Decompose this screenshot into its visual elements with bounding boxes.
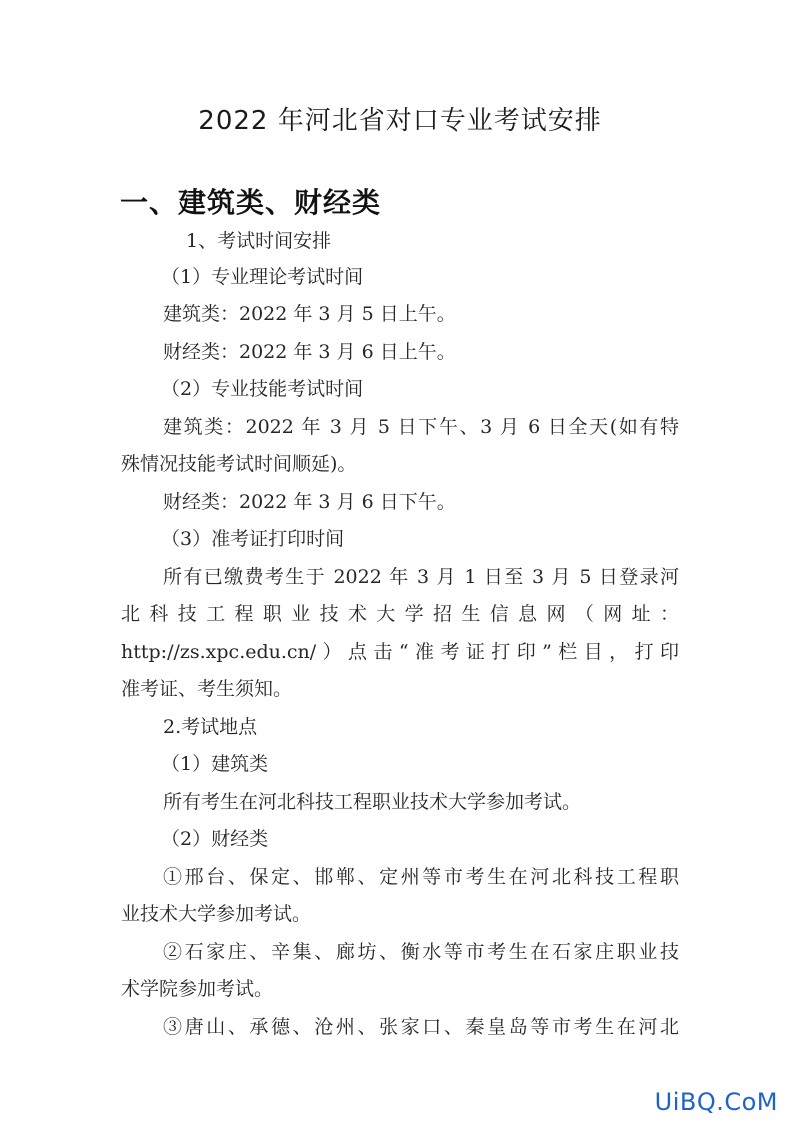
paragraph-line: 财经类：2022 年 3 月 6 日上午。 <box>163 341 456 363</box>
paragraph-line: 建筑类：2022 年 3 月 5 日下午、3 月 6 日全天(如有特 <box>163 416 679 438</box>
paragraph-line: 准考证、考生须知。 <box>121 678 293 700</box>
item-heading: （3）准考证打印时间 <box>161 528 345 550</box>
paragraph-line: ②石家庄、辛集、廊坊、衡水等市考生在石家庄职业技 <box>163 941 679 963</box>
document-title: 2022 年河北省对口专业考试安排 <box>198 106 602 136</box>
item-heading: （1）建筑类 <box>161 753 269 775</box>
paragraph-line: 北科技工程职业技术大学招生信息网（网址： <box>121 603 679 625</box>
paragraph-line: 所有考生在河北科技工程职业技术大学参加考试。 <box>163 791 582 813</box>
paragraph-line: http://zs.xpc.edu.cn/）点击“准考证打印”栏目，打印 <box>121 641 679 663</box>
paragraph-line: 殊情况技能考试时间顺延)。 <box>121 453 357 475</box>
paragraph-line: 术学院参加考试。 <box>121 978 274 1000</box>
paragraph-line: 建筑类：2022 年 3 月 5 日上午。 <box>163 303 456 325</box>
item-heading: （2）财经类 <box>161 828 269 850</box>
paragraph-line: ①邢台、保定、邯郸、定州等市考生在河北科技工程职 <box>163 866 679 888</box>
paragraph-line: 业技术大学参加考试。 <box>121 903 312 925</box>
subsection-heading: 2.考试地点 <box>163 716 258 738</box>
subsection-heading: 1、考试时间安排 <box>186 230 332 252</box>
section-heading: 一、建筑类、财经类 <box>120 186 382 219</box>
site-watermark: UiBQ.CoM <box>654 1088 778 1116</box>
paragraph-line: ③唐山、承德、沧州、张家口、秦皇岛等市考生在河北 <box>163 1016 679 1038</box>
item-heading: （2）专业技能考试时间 <box>161 378 364 400</box>
paragraph-line: 财经类：2022 年 3 月 6 日下午。 <box>163 491 456 513</box>
paragraph-line: 所有已缴费考生于 2022 年 3 月 1 日至 3 月 5 日登录河 <box>163 566 679 588</box>
item-heading: （1）专业理论考试时间 <box>161 266 364 288</box>
